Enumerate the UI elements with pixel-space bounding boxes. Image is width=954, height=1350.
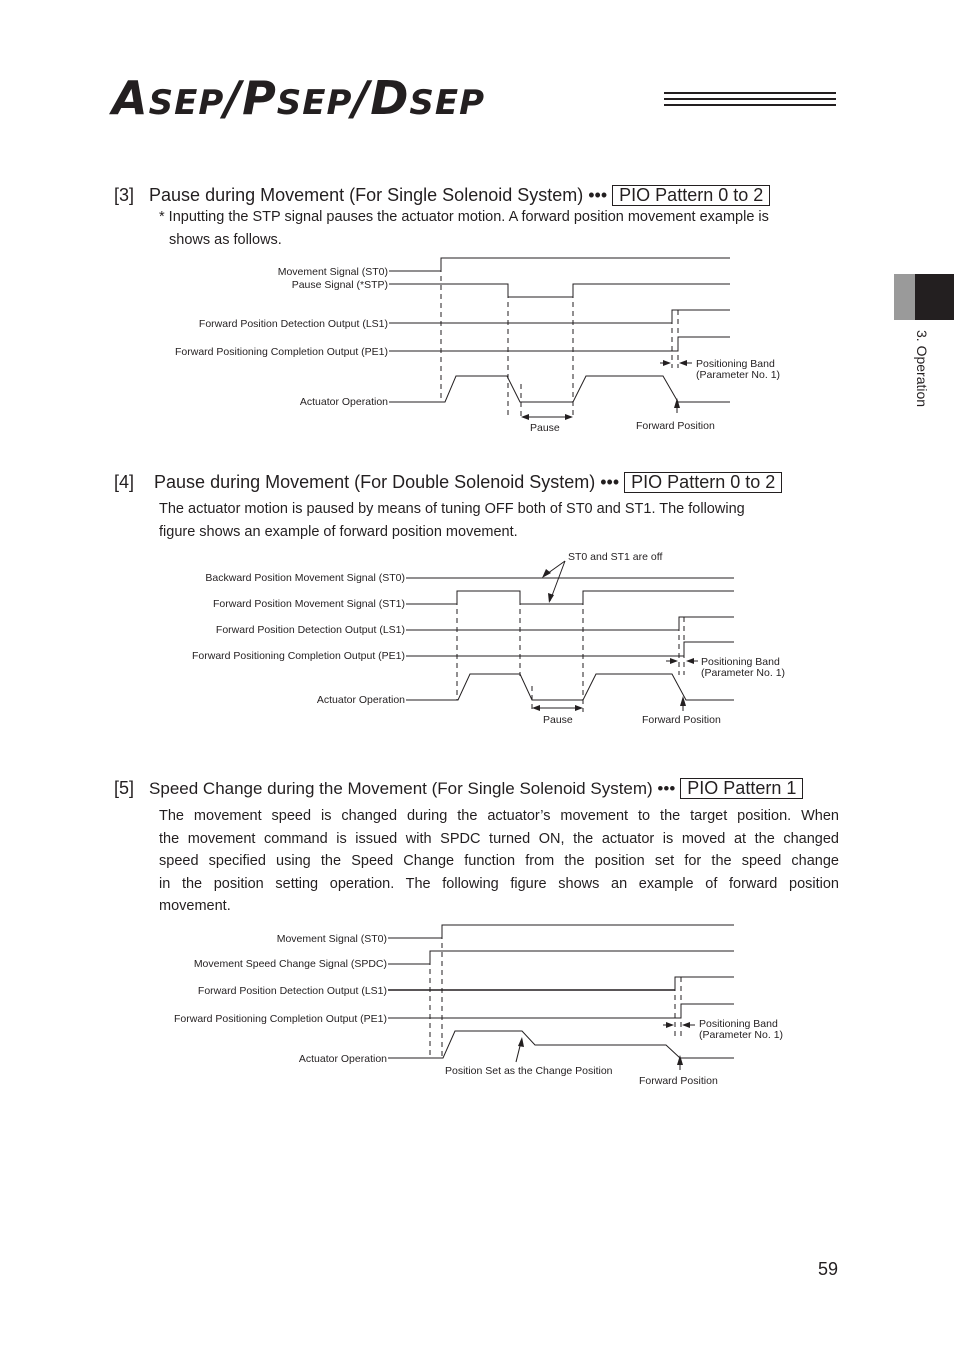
section-heading [114, 777, 803, 800]
signal-label: Forward Position Detection Output (LS1) [198, 318, 388, 330]
section-heading [114, 471, 782, 493]
signal-label: Forward Position Movement Signal (ST1) [213, 598, 405, 610]
note-label: ST0 and ST1 are off [568, 551, 663, 563]
st0-waveform [388, 925, 734, 938]
signal-label: Actuator Operation [298, 1053, 387, 1065]
spdc-waveform [388, 951, 734, 964]
note-label: (Parameter No. 1) [696, 369, 781, 381]
note-label: (Parameter No. 1) [699, 1029, 784, 1041]
st0-waveform [389, 258, 730, 271]
section-title: Pause during Movement (For Double Solenoid System) ••• [154, 472, 620, 492]
body-line: movement. [159, 898, 231, 914]
arrowhead [548, 593, 554, 603]
body-line: shows as follows. [169, 231, 282, 248]
logo-slash-2: / [352, 71, 371, 125]
arrowhead [565, 414, 573, 420]
note-label: Positioning Band [701, 656, 780, 668]
pe1-waveform [388, 1004, 734, 1018]
signal-label: Movement Signal (ST0) [276, 933, 387, 945]
signal-label: Pause Signal (*STP) [291, 279, 388, 291]
ls1-waveform [388, 977, 734, 990]
note-label: Forward Position [642, 714, 721, 726]
signal-label: Forward Positioning Completion Output (PE1) [174, 346, 388, 358]
body-line: in the position setting operation. The following figure shows an example of forward position [159, 875, 839, 892]
st1-waveform [406, 591, 734, 604]
body-line: speed specified using the Speed Change function from the position set for the speed change [159, 853, 839, 869]
timing-diagram-speed-change [0, 915, 954, 1090]
logo-sep-1: SEP [148, 83, 225, 123]
signal-label: Movement Speed Change Signal (SPDC) [193, 958, 387, 970]
arrowhead [542, 569, 551, 578]
body-line: The movement speed is changed during the actuator’s movement to the target position. When [159, 808, 839, 824]
body-line: the movement command is issued with SPDC turned ON, the actuator is moved at the changed [159, 830, 839, 847]
logo-sep-2: SEP [276, 83, 353, 123]
note-label: Pause [543, 714, 573, 726]
note-label: Forward Position [639, 1075, 718, 1087]
arrowhead [532, 705, 540, 711]
arrowhead [686, 658, 694, 664]
signal-label: Forward Positioning Completion Output (PE1) [191, 650, 405, 662]
logo-slash-1: / [224, 71, 243, 125]
section-body [159, 498, 839, 543]
signal-label: Backward Position Movement Signal (ST0) [205, 572, 405, 584]
note-label: Pause [530, 422, 560, 434]
logo-letter-a: A [112, 71, 149, 125]
section-body [159, 805, 839, 918]
note-label: Positioning Band [699, 1018, 778, 1030]
arrowhead [575, 705, 583, 711]
product-logo [112, 71, 486, 125]
signal-label: Forward Position Detection Output (LS1) [197, 985, 387, 997]
timing-diagram-double-solenoid-pause [0, 545, 954, 730]
body-line: * Inputting the STP signal pauses the actuator motion. A forward position movement example is [159, 209, 769, 225]
arrowhead [666, 1022, 674, 1028]
arrowhead [674, 398, 680, 408]
pio-pattern-badge: PIO Pattern 0 to 2 [612, 185, 770, 206]
note-label: (Parameter No. 1) [701, 667, 786, 679]
arrowhead [682, 1022, 690, 1028]
logo-rule [664, 98, 836, 100]
logo-letter-d: D [370, 71, 410, 125]
page-number: 59 [818, 1259, 839, 1279]
signal-label: Actuator Operation [316, 694, 405, 706]
actuator-waveform [389, 376, 730, 402]
section-heading [114, 184, 770, 206]
logo-letter-p: P [242, 71, 277, 125]
arrowhead [670, 658, 678, 664]
signal-label: Actuator Operation [299, 396, 388, 408]
actuator-waveform [406, 674, 734, 700]
timing-diagram-single-solenoid-pause [0, 240, 954, 440]
ls1-waveform [389, 310, 730, 323]
section-number: [4] [114, 472, 135, 492]
arrowhead [518, 1037, 524, 1047]
arrowhead [663, 360, 671, 366]
logo-sep-3: SEP [409, 83, 486, 123]
chapter-tab-label: 3. Operation [914, 330, 930, 408]
signal-label: Forward Position Detection Output (LS1) [215, 624, 405, 636]
signal-label: Forward Positioning Completion Output (PE1) [173, 1013, 387, 1025]
section-title: Speed Change during the Movement (For Single Solenoid System) ••• [149, 779, 676, 798]
pio-pattern-badge: PIO Pattern 1 [680, 778, 803, 799]
section-title: Pause during Movement (For Single Solenoid System) ••• [149, 185, 608, 205]
section-number: [5] [114, 778, 135, 798]
note-label: Position Set as the Change Position [445, 1065, 613, 1077]
pe1-waveform [406, 642, 734, 656]
section-number: [3] [114, 185, 135, 205]
logo-rule [664, 92, 836, 94]
logo-rule [664, 104, 836, 106]
arrowhead [679, 360, 687, 366]
arrowhead [521, 414, 529, 420]
stp-waveform [389, 284, 730, 297]
signal-label: Movement Signal (ST0) [277, 266, 388, 278]
pio-pattern-badge: PIO Pattern 0 to 2 [624, 472, 782, 493]
ls1-waveform [406, 617, 734, 630]
body-line: figure shows an example of forward position movement. [159, 523, 518, 540]
pe1-waveform [389, 337, 730, 351]
actuator-waveform [388, 1031, 734, 1058]
body-line: The actuator motion is paused by means of tuning OFF both of ST0 and ST1. The following [159, 501, 745, 517]
note-label: Positioning Band [696, 358, 775, 370]
note-label: Forward Position [636, 420, 715, 432]
